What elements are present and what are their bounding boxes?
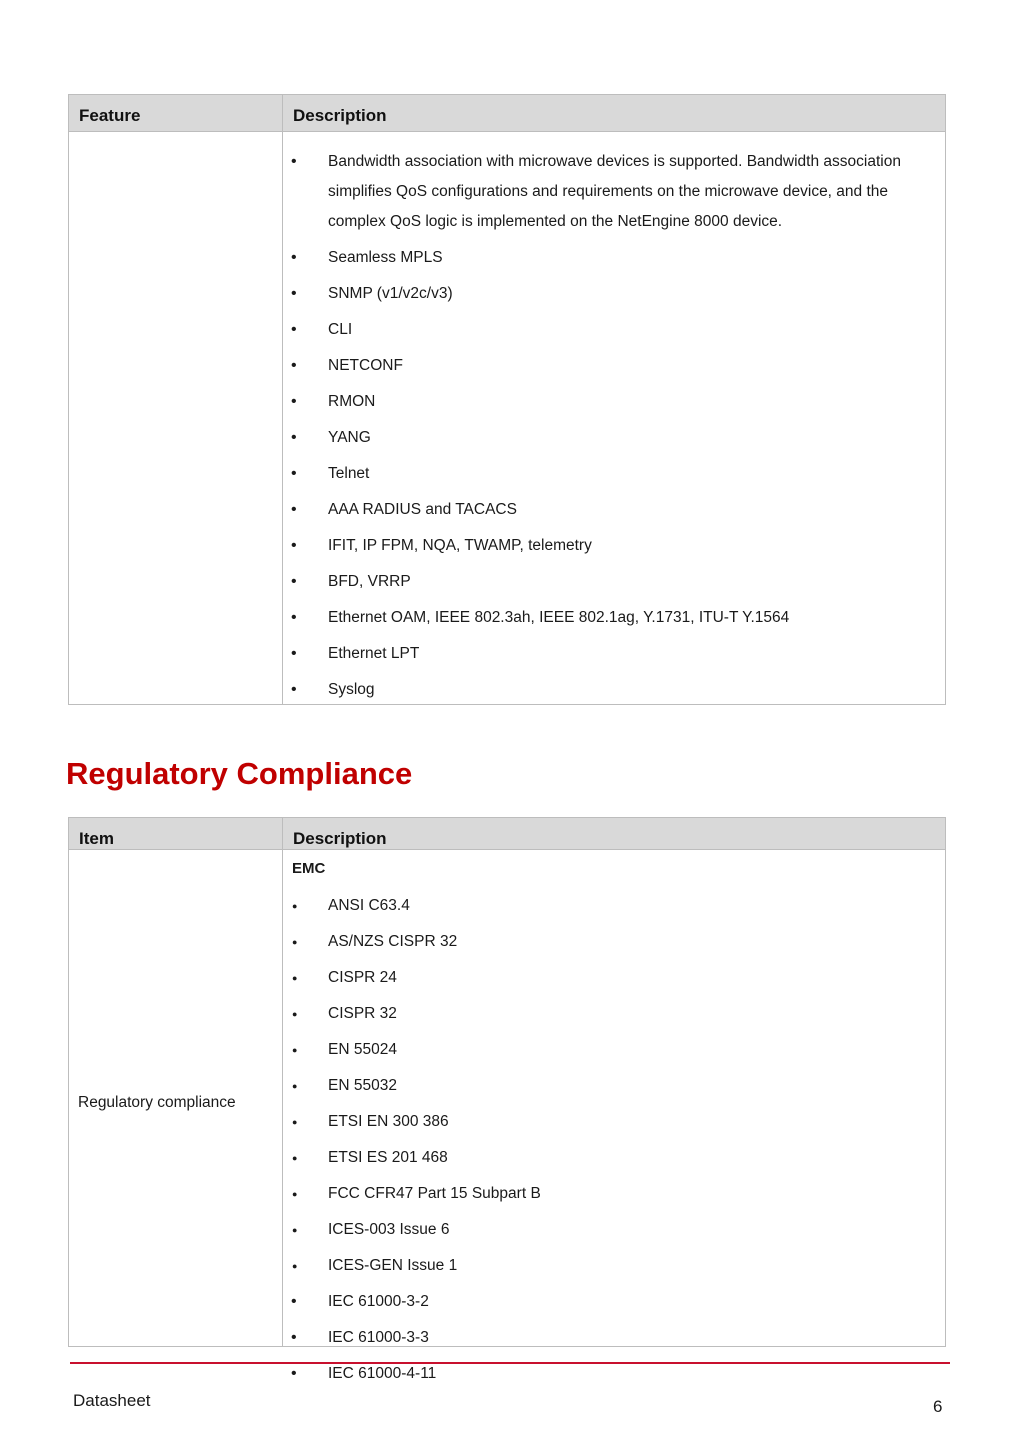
header-description: Description (293, 106, 387, 125)
list-item: • RMON (282, 387, 902, 417)
header-feature: Feature (79, 106, 141, 125)
list-item: ● ICES-GEN Issue 1 (282, 1248, 902, 1284)
list-item: ● ETSI ES 201 468 (282, 1140, 902, 1176)
list-item: ● CISPR 32 (282, 996, 902, 1032)
list-item: • IEC 61000-4-11 (282, 1356, 902, 1392)
list-item: • YANG (282, 423, 902, 453)
bullet-icon: • (291, 1293, 297, 1310)
bullet-icon: ● (292, 1261, 298, 1271)
bullet-icon: • (291, 393, 297, 410)
bullet-icon: • (291, 429, 297, 446)
bullet-icon: • (291, 1365, 297, 1382)
list-item: ● ICES-003 Issue 6 (282, 1212, 902, 1248)
bullet-icon: ● (292, 973, 298, 983)
list-item: • IFIT, IP FPM, NQA, TWAMP, telemetry (282, 531, 902, 561)
bullet-icon: ● (292, 1225, 298, 1235)
row-label: Regulatory compliance (78, 1094, 236, 1111)
bullet-icon: ● (292, 1117, 298, 1127)
list-item: ● FCC CFR47 Part 15 Subpart B (282, 1176, 902, 1212)
list-item: ● AS/NZS CISPR 32 (282, 924, 902, 960)
bullet-icon: • (291, 609, 297, 626)
table-header (69, 818, 945, 850)
bullet-icon: • (291, 1329, 297, 1346)
bullet-icon: ● (292, 901, 298, 911)
list-item: • IEC 61000-3-3 (282, 1320, 902, 1356)
bullet-icon: • (291, 357, 297, 374)
bullet-icon: • (291, 153, 297, 170)
list-item: ● EN 55024 (282, 1032, 902, 1068)
list-item: • CLI (282, 315, 902, 345)
bullet-icon: • (291, 285, 297, 302)
list-item: • NETCONF (282, 351, 902, 381)
bullet-icon: ● (292, 1189, 298, 1199)
list-item: • BFD, VRRP (282, 567, 902, 597)
bullet-icon: ● (292, 1081, 298, 1091)
table-header (69, 95, 945, 132)
bullet-icon: • (291, 465, 297, 482)
bullet-icon: ● (292, 937, 298, 947)
bullet-icon: • (291, 249, 297, 266)
list-item: • IEC 61000-3-2 (282, 1284, 902, 1320)
compliance-list (282, 888, 902, 1392)
bullet-icon: • (291, 537, 297, 554)
emc-group-label: EMC (292, 860, 326, 877)
bullet-icon: • (291, 573, 297, 590)
list-item: • Telnet (282, 459, 902, 489)
list-item: • Syslog (282, 675, 902, 705)
list-item: • SNMP (v1/v2c/v3) (282, 279, 902, 309)
section-title: Regulatory Compliance (66, 756, 413, 791)
page-number: 6 (933, 1397, 943, 1416)
bullet-icon: • (291, 321, 297, 338)
list-item: ● ETSI EN 300 386 (282, 1104, 902, 1140)
list-item: ● ANSI C63.4 (282, 888, 902, 924)
header-item: Item (79, 829, 114, 848)
bullet-icon: ● (292, 1153, 298, 1163)
bullet-icon: • (291, 645, 297, 662)
bullet-icon: ● (292, 1045, 298, 1055)
list-item: ● EN 55032 (282, 1068, 902, 1104)
list-item: ● CISPR 24 (282, 960, 902, 996)
list-item: • AAA RADIUS and TACACS (282, 495, 902, 525)
list-item: • Bandwidth association with microwave devices is supported. Bandwidth association simplifies QoS configurations and requirements on the microwave device, and the complex QoS logic is implemented on the NetEngine 8000 device. (282, 147, 902, 237)
bullet-icon: ● (292, 1009, 298, 1019)
list-item: • Ethernet LPT (282, 639, 902, 669)
bullet-icon: • (291, 681, 297, 698)
footer-doc-type: Datasheet (73, 1391, 151, 1410)
list-item: • Ethernet OAM, IEEE 802.3ah, IEEE 802.1ag, Y.1731, ITU-T Y.1564 (282, 603, 902, 633)
list-item: • Seamless MPLS (282, 243, 902, 273)
header-description: Description (293, 829, 387, 848)
feature-list (282, 147, 902, 711)
bullet-icon: • (291, 501, 297, 518)
